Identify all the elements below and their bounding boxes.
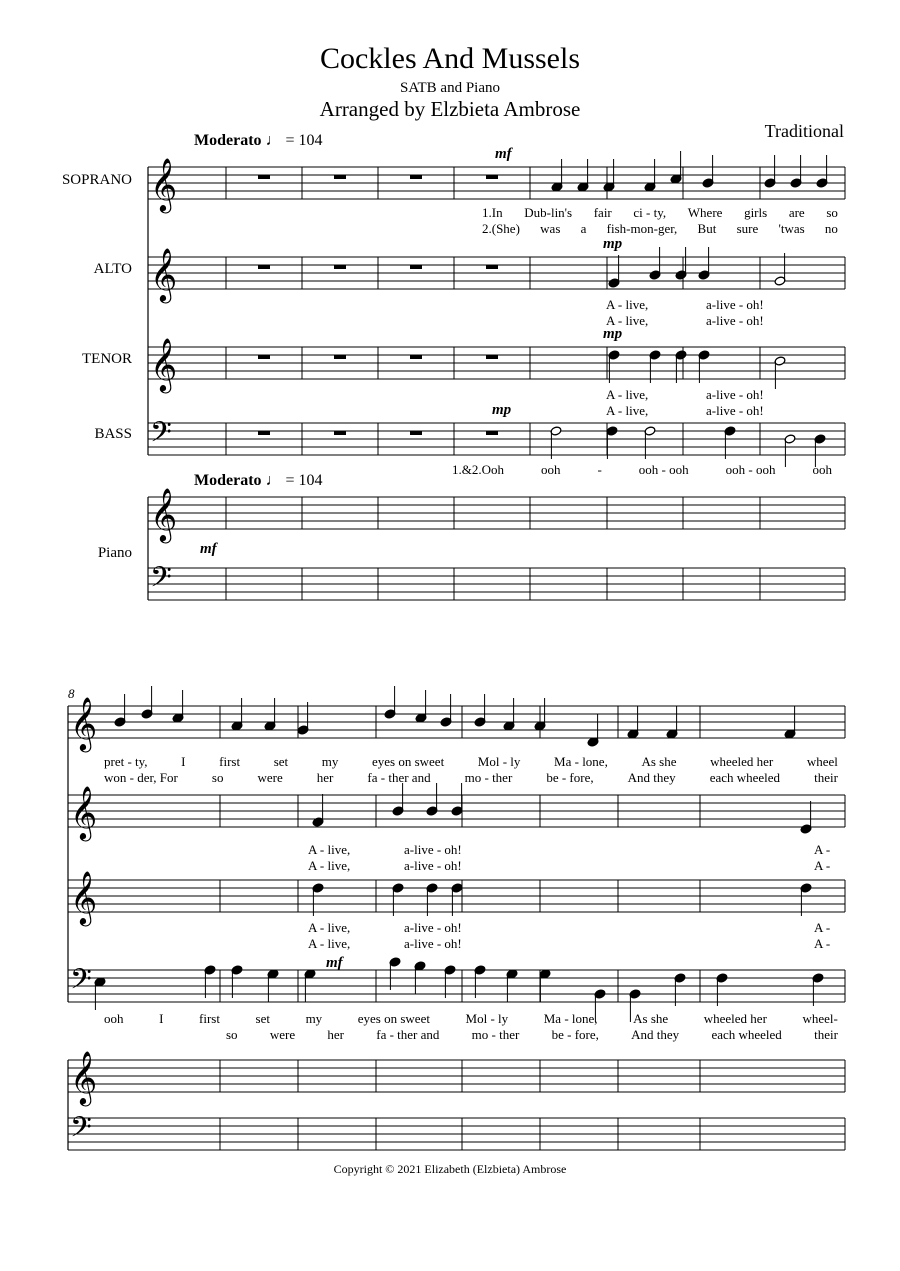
whole-rest <box>334 175 346 179</box>
part-name-tenor: TENOR <box>82 351 132 367</box>
lyrics-alto-verse2-a: A - live, <box>606 313 649 328</box>
tempo-bpm: = 104 <box>285 132 323 149</box>
notes <box>94 151 831 1022</box>
lyrics-soprano-verse1-s2: pret - ty, I first set my eyes on sweet Mol - ly Ma - lone, As she wheeled her wheel <box>104 754 838 769</box>
whole-rest <box>486 355 498 359</box>
lyrics-alto-verse1-s2-a: A - live, <box>308 842 351 857</box>
part-name-piano: Piano <box>97 545 132 561</box>
whole-rest <box>258 175 270 179</box>
lyrics-alto-verse2-s2-b: a-live - oh! <box>404 858 462 873</box>
treble-clef-icon: 𝄞 <box>150 157 178 211</box>
whole-rest <box>258 355 270 359</box>
whole-rest <box>258 265 270 269</box>
treble-clef-icon: 𝄞 <box>70 870 98 924</box>
treble-clef-icon: 𝄞 <box>70 1050 98 1104</box>
lyrics-alto-verse2-b: a-live - oh! <box>706 313 764 328</box>
part-name-soprano: SOPRANO <box>61 172 132 188</box>
treble-clef-icon: 𝄞 <box>150 337 178 391</box>
lyrics-alto-verse2-s2-c: A - <box>814 858 831 873</box>
composer-credit: Traditional <box>764 121 844 141</box>
lyrics-bass-verse1-s2: ooh I first set my eyes on sweet Mol - ly Ma - lone, As she wheeled her wheel- <box>104 1011 838 1026</box>
dynamic-mf-bass-s2: mf <box>326 955 343 971</box>
whole-rest <box>486 175 498 179</box>
treble-clef-icon: 𝄞 <box>150 487 178 541</box>
part-name-alto: ALTO <box>93 261 132 277</box>
tempo-label: Moderato <box>194 472 262 489</box>
arranger-credit: Arranged by Elzbieta Ambrose <box>319 97 581 121</box>
quarter-note-icon: ♩ <box>265 472 282 489</box>
lyrics-tenor-verse1-b: a-live - oh! <box>706 387 764 402</box>
copyright-notice: Copyright © 2021 Elizabeth (Elzbieta) Ambrose <box>333 1162 567 1176</box>
treble-clef-icon: 𝄞 <box>150 247 178 301</box>
lyrics-alto-verse2-s2-a: A - live, <box>308 858 351 873</box>
lyrics-soprano-verse1: 1.In Dub-lin's fair ci - ty, Where girls are so <box>482 205 838 220</box>
bass-clef-icon: 𝄢 <box>150 416 172 456</box>
song-title: Cockles And Mussels <box>319 42 580 75</box>
lyrics-bass: 1.&2.Ooh ooh - ooh - ooh ooh - ooh ooh <box>452 462 832 477</box>
dynamic-mf-piano: mf <box>200 541 217 557</box>
lyrics-tenor-verse2-s2-c: A - <box>814 936 831 951</box>
lyrics-soprano-verse2-s2: won - der, For so were her fa - ther and mo - ther be - fore, And they each wheeled their <box>104 770 838 785</box>
lyrics-tenor-verse2-s2-a: A - live, <box>308 936 351 951</box>
lyrics-alto-verse1-s2-c: A - <box>814 842 831 857</box>
dynamic-mp-bass: mp <box>492 402 512 418</box>
whole-rest <box>486 265 498 269</box>
whole-rest <box>334 355 346 359</box>
treble-clef-icon: 𝄞 <box>70 785 98 839</box>
dynamic-mp-alto: mp <box>603 236 623 252</box>
dynamic-mp-tenor: mp <box>603 326 623 342</box>
whole-rest <box>334 265 346 269</box>
lyrics-tenor-verse1-s2-b: a-live - oh! <box>404 920 462 935</box>
whole-rest <box>258 431 270 435</box>
bass-clef-icon: 𝄢 <box>150 561 172 601</box>
whole-rest <box>486 431 498 435</box>
bass-clef-icon: 𝄢 <box>70 963 92 1003</box>
quarter-note-icon: ♩ <box>265 132 282 149</box>
tempo-label: Moderato <box>194 132 262 149</box>
rests <box>258 175 498 435</box>
lyrics-alto-verse1-b: a-live - oh! <box>706 297 764 312</box>
lyrics-tenor-verse2-s2-b: a-live - oh! <box>404 936 462 951</box>
staff-lines <box>68 167 845 1150</box>
whole-rest <box>410 175 422 179</box>
dynamic-mf-soprano: mf <box>495 146 512 162</box>
whole-rest <box>410 355 422 359</box>
lyrics-tenor-verse1-s2-a: A - live, <box>308 920 351 935</box>
lyrics-tenor-verse1-s2-c: A - <box>814 920 831 935</box>
lyrics-alto-verse1-a: A - live, <box>606 297 649 312</box>
whole-rest <box>334 431 346 435</box>
lyrics-alto-verse1-s2-b: a-live - oh! <box>404 842 462 857</box>
lyrics-soprano-verse2: 2.(She) was a fish-mon-ger, But sure 'twas no <box>482 221 838 236</box>
lyrics-tenor-verse2-a: A - live, <box>606 403 649 418</box>
measure-number: 8 <box>68 686 75 701</box>
lyrics-bass-verse2-s2: so were her fa - ther and mo - ther be - fore, And they each wheeled their <box>226 1027 838 1042</box>
bass-clef-icon: 𝄢 <box>70 1111 92 1151</box>
lyrics-tenor-verse1-a: A - live, <box>606 387 649 402</box>
treble-clef-icon: 𝄞 <box>70 696 98 750</box>
part-name-bass: BASS <box>94 426 132 442</box>
lyrics-tenor-verse2-b: a-live - oh! <box>706 403 764 418</box>
tempo-bpm: = 104 <box>285 472 323 489</box>
whole-rest <box>410 431 422 435</box>
whole-rest <box>410 265 422 269</box>
song-subtitle: SATB and Piano <box>399 80 500 96</box>
